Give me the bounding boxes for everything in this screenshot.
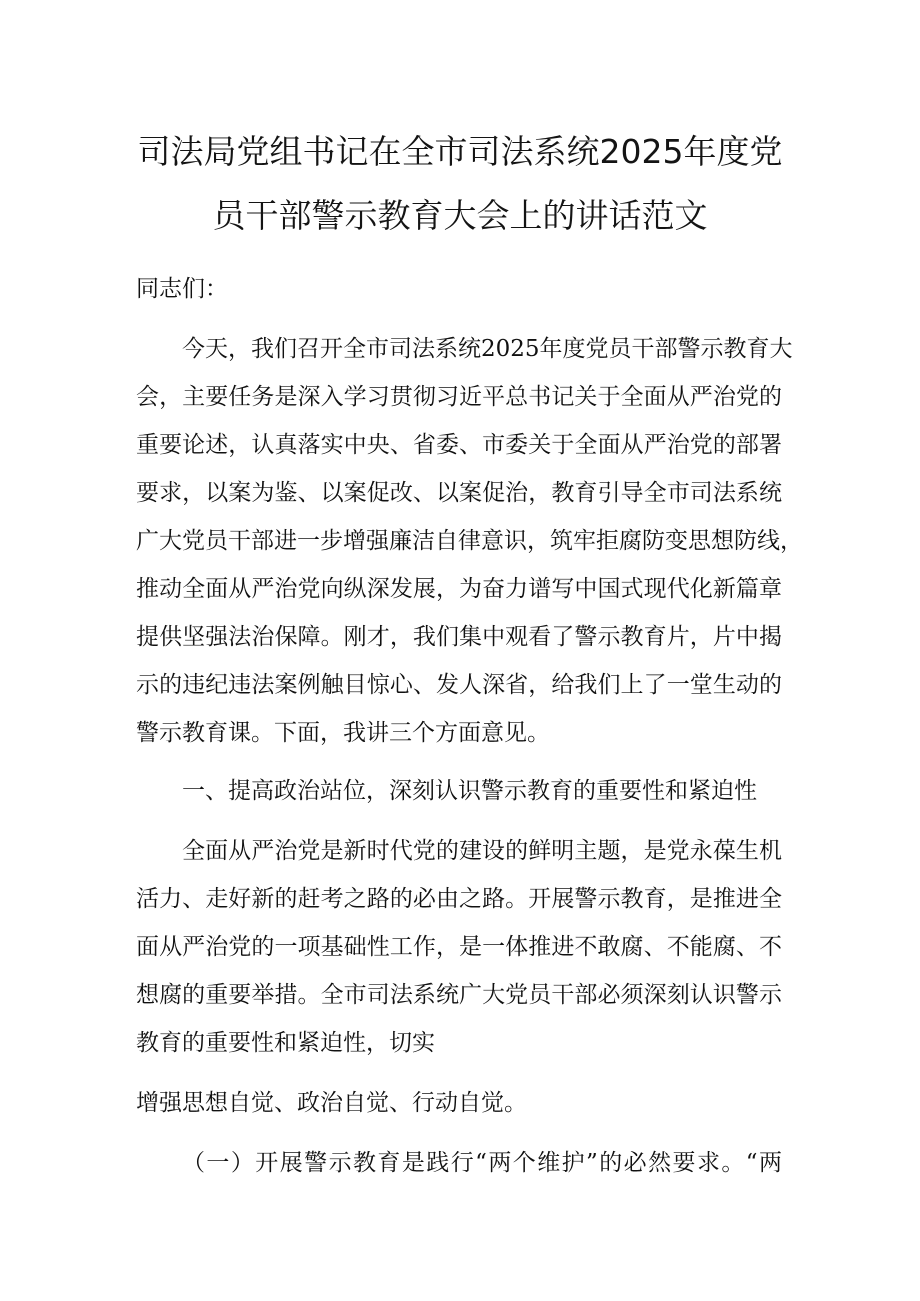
document-title-line-2: 员干部警示教育大会上的讲话范文 — [212, 196, 708, 235]
section-heading-1: 一、提高政治站位，深刻认识警示教育的重要性和紧迫性 — [182, 778, 757, 804]
document-title-line-1: 司法局党组书记在全市司法系统2025年度党 — [137, 132, 783, 171]
paragraph-1-line: 重要论述，认真落实中央、省委、市委关于全面从严治党的部署 — [136, 432, 782, 458]
paragraph-2-line: 面从严治党的一项基础性工作，是一体推进不敢腐、不能腐、不 — [136, 934, 782, 960]
subsection-heading-1: （一）开展警示教育是践行“两个维护”的必然要求。“两 — [182, 1150, 782, 1176]
paragraph-1-line: 推动全面从严治党向纵深发展，为奋力谱写中国式现代化新篇章 — [136, 576, 782, 602]
paragraph-2-line: 想腐的重要举措。全市司法系统广大党员干部必须深刻认识警示 — [136, 982, 782, 1008]
paragraph-1-line: 广大党员干部进一步增强廉洁自律意识，筑牢拒腐防变思想防线， — [136, 528, 803, 554]
paragraph-2-line: 教育的重要性和紧迫性，切实 — [136, 1030, 435, 1056]
paragraph-1-line: 要求，以案为鉴、以案促改、以案促治，教育引导全市司法系统 — [136, 480, 782, 506]
paragraph-2-line: 活力、走好新的赶考之路的必由之路。开展警示教育，是推进全 — [136, 886, 782, 912]
paragraph-2-line: 增强思想自觉、政治自觉、行动自觉。 — [136, 1090, 527, 1116]
paragraph-1-line: 会，主要任务是深入学习贯彻习近平总书记关于全面从严治党的 — [136, 384, 782, 410]
paragraph-1-line: 示的违纪违法案例触目惊心、发人深省，给我们上了一堂生动的 — [136, 672, 782, 698]
paragraph-1-line: 今天，我们召开全市司法系统2025年度党员干部警示教育大 — [182, 336, 793, 362]
paragraph-1-line: 提供坚强法治保障。刚才，我们集中观看了警示教育片，片中揭 — [136, 624, 782, 650]
paragraph-1-line: 警示教育课。下面，我讲三个方面意见。 — [136, 720, 550, 746]
salutation: 同志们： — [136, 276, 228, 302]
paragraph-2-line: 全面从严治党是新时代党的建设的鲜明主题，是党永葆生机 — [182, 838, 782, 864]
